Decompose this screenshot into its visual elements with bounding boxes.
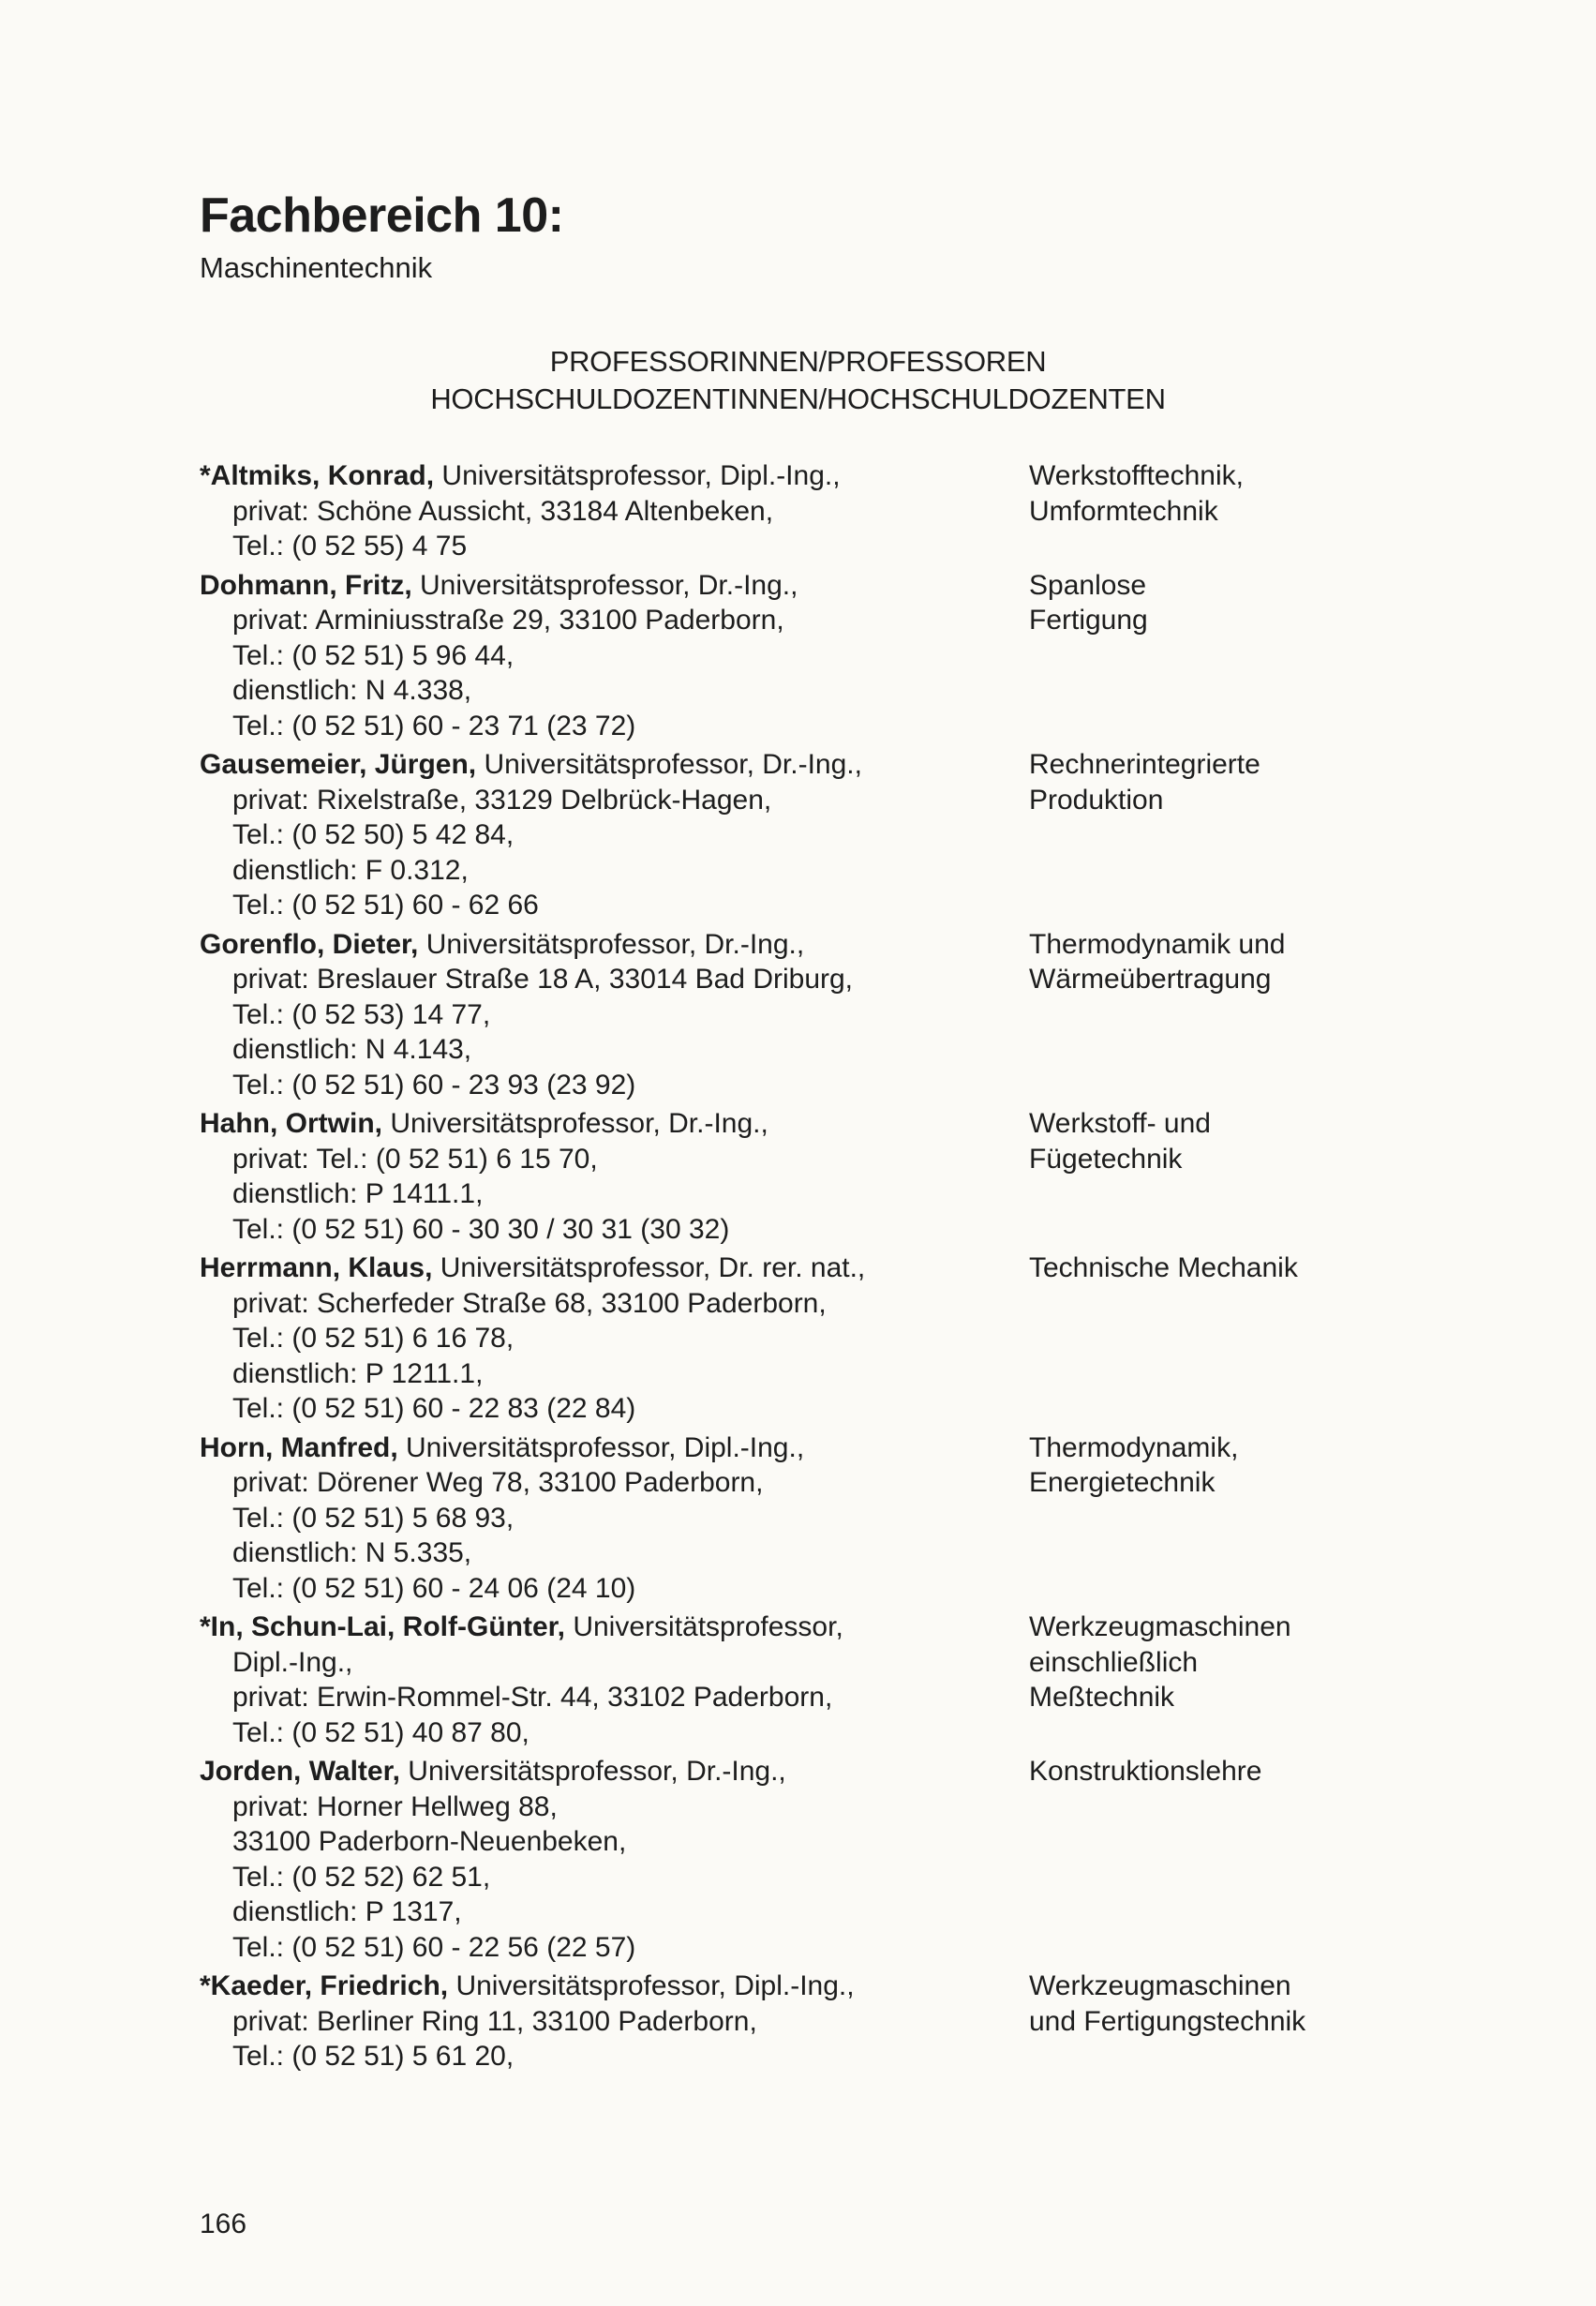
staff-entry-headline	[200, 568, 1029, 604]
staff-detail-line: privat: Rixelstraße, 33129 Delbrück-Hagen,	[232, 784, 772, 816]
staff-entry-headline	[200, 1250, 1029, 1286]
staff-title: Universitätsprofessor, Dr.-Ing.,	[382, 1108, 768, 1139]
staff-entry	[200, 1430, 1418, 1607]
page-title: Fachbereich 10:	[200, 188, 564, 243]
staff-subject-line: Werkzeugmaschinen	[1029, 1970, 1291, 2001]
staff-subject	[1029, 568, 1148, 638]
staff-entry	[200, 1106, 1418, 1247]
staff-name: Hahn, Ortwin,	[200, 1108, 382, 1139]
staff-entry-headline	[200, 1430, 1029, 1466]
staff-subject	[1029, 1250, 1298, 1286]
staff-subject-line: Thermodynamik,	[1029, 1431, 1239, 1463]
staff-title: Universitätsprofessor, Dipl.-Ing.,	[448, 1970, 855, 2001]
staff-detail-line: privat: Berliner Ring 11, 33100 Paderborn,	[232, 2005, 757, 2037]
staff-name: Horn, Manfred,	[200, 1431, 398, 1463]
staff-detail-line: Dipl.-Ing.,	[232, 1646, 353, 1678]
staff-detail-line: Tel.: (0 52 51) 60 - 62 66	[232, 890, 539, 921]
staff-entry	[200, 1754, 1418, 1965]
staff-entry-details	[200, 1106, 1029, 1247]
staff-entry	[200, 747, 1418, 923]
staff-entry-headline	[200, 458, 1029, 494]
staff-detail-line: Tel.: (0 52 51) 40 87 80,	[232, 1716, 530, 1748]
staff-detail-line: privat: Arminiusstraße 29, 33100 Paderborn,	[232, 605, 784, 636]
staff-subject-line: Meßtechnik	[1029, 1682, 1175, 1713]
staff-subject	[1029, 1754, 1261, 1789]
staff-entry-details	[200, 1754, 1029, 1965]
staff-detail-line: Tel.: (0 52 55) 4 75	[232, 531, 468, 562]
staff-detail-line: privat: Tel.: (0 52 51) 6 15 70,	[232, 1143, 598, 1175]
staff-detail-line: dienstlich: P 1317,	[232, 1896, 462, 1927]
staff-subject-line: und Fertigungstechnik	[1029, 2005, 1306, 2037]
staff-detail-line: dienstlich: N 4.143,	[232, 1034, 472, 1065]
staff-entry-details	[200, 1969, 1029, 2074]
staff-detail-line: Tel.: (0 52 51) 60 - 30 30 / 30 31 (30 32)	[232, 1213, 730, 1245]
staff-detail-line: privat: Dörener Weg 78, 33100 Paderborn,	[232, 1467, 764, 1498]
staff-subject-line: Umformtechnik	[1029, 495, 1218, 527]
staff-detail-line: privat: Breslauer Straße 18 A, 33014 Bad Driburg,	[232, 964, 854, 995]
staff-subject-line: Technische Mechanik	[1029, 1252, 1298, 1283]
staff-entry-details	[200, 1430, 1029, 1607]
staff-entry-details	[200, 1610, 1029, 1750]
staff-title: Universitätsprofessor,	[565, 1611, 843, 1642]
staff-entry-headline	[200, 747, 1029, 783]
staff-detail-line: Tel.: (0 52 53) 14 77,	[232, 998, 491, 1030]
staff-name: Gausemeier, Jürgen,	[200, 749, 477, 780]
staff-subject-line: Thermodynamik und	[1029, 928, 1286, 960]
staff-name: *In, Schun-Lai, Rolf-Günter,	[200, 1611, 565, 1642]
staff-subject-line: Wärmeübertragung	[1029, 964, 1272, 995]
staff-title: Universitätsprofessor, Dr.-Ing.,	[399, 1756, 786, 1787]
staff-name: Dohmann, Fritz,	[200, 569, 412, 601]
staff-subject	[1029, 1969, 1305, 2039]
staff-subject-line: Energietechnik	[1029, 1467, 1216, 1498]
staff-entry	[200, 1250, 1418, 1427]
staff-detail-line: Tel.: (0 52 51) 5 96 44,	[232, 639, 515, 671]
staff-detail-line: privat: Horner Hellweg 88,	[232, 1790, 558, 1822]
staff-detail-line: Tel.: (0 52 51) 5 68 93,	[232, 1502, 515, 1534]
staff-entry	[200, 1969, 1418, 2074]
staff-subject-line: Spanlose	[1029, 569, 1147, 601]
section-heading-line-1: PROFESSORINNEN/PROFESSOREN	[549, 345, 1047, 378]
staff-title: Universitätsprofessor, Dr.-Ing.,	[411, 569, 798, 601]
staff-entry-headline	[200, 927, 1029, 963]
staff-subject-line: Werkstofftechnik,	[1029, 460, 1244, 491]
staff-title: Universitätsprofessor, Dr.-Ing.,	[476, 749, 862, 780]
staff-detail-line: Tel.: (0 52 51) 6 16 78,	[232, 1323, 515, 1354]
staff-title: Universitätsprofessor, Dipl.-Ing.,	[397, 1431, 805, 1463]
staff-entry-headline	[200, 1106, 1029, 1142]
staff-name: Gorenflo, Dieter,	[200, 928, 419, 960]
staff-detail-line: 33100 Paderborn-Neuenbeken,	[232, 1826, 627, 1857]
staff-detail-line: Tel.: (0 52 51) 60 - 23 93 (23 92)	[232, 1069, 636, 1101]
staff-detail-line: Tel.: (0 52 52) 62 51,	[232, 1861, 491, 1893]
staff-detail-line: Tel.: (0 52 51) 60 - 24 06 (24 10)	[232, 1572, 636, 1604]
staff-entry-headline	[200, 1610, 1029, 1645]
staff-subject-line: einschließlich	[1029, 1646, 1199, 1678]
staff-name: Herrmann, Klaus,	[200, 1252, 433, 1283]
staff-detail-line: dienstlich: N 4.338,	[232, 675, 472, 706]
staff-subject-line: Werkzeugmaschinen	[1029, 1611, 1291, 1642]
staff-entry-details	[200, 747, 1029, 923]
staff-detail-line: dienstlich: P 1211.1,	[232, 1357, 484, 1389]
staff-detail-line: dienstlich: F 0.312,	[232, 854, 469, 886]
staff-subject-line: Konstruktionslehre	[1029, 1756, 1262, 1787]
staff-detail-line: Tel.: (0 52 51) 5 61 20,	[232, 2041, 515, 2072]
staff-name: *Altmiks, Konrad,	[200, 460, 435, 491]
staff-name: *Kaeder, Friedrich,	[200, 1970, 449, 2001]
staff-subject	[1029, 1610, 1291, 1715]
staff-subject	[1029, 927, 1285, 997]
section-heading-line-2: HOCHSCHULDOZENTINNEN/HOCHSCHULDOZENTEN	[430, 382, 1166, 415]
staff-entry-headline	[200, 1969, 1029, 2004]
staff-detail-line: dienstlich: P 1411.1,	[232, 1178, 484, 1209]
staff-subject-line: Fügetechnik	[1029, 1143, 1183, 1175]
staff-detail-line: privat: Scherfeder Straße 68, 33100 Paderborn,	[232, 1287, 827, 1319]
page-number: 166	[200, 2209, 247, 2239]
staff-entry-headline	[200, 1754, 1029, 1789]
staff-subject-line: Werkstoff- und	[1029, 1108, 1211, 1139]
staff-title: Universitätsprofessor, Dr.-Ing.,	[418, 928, 805, 960]
staff-subject	[1029, 458, 1244, 529]
staff-detail-line: Tel.: (0 52 50) 5 42 84,	[232, 819, 515, 850]
staff-entry	[200, 568, 1418, 744]
staff-title: Universitätsprofessor, Dr. rer. nat.,	[432, 1252, 866, 1283]
staff-title: Universitätsprofessor, Dipl.-Ing.,	[434, 460, 841, 491]
staff-detail-line: privat: Schöne Aussicht, 33184 Altenbeken,	[232, 495, 774, 527]
staff-subject	[1029, 1430, 1238, 1501]
staff-entry	[200, 1610, 1418, 1750]
staff-name: Jorden, Walter,	[200, 1756, 400, 1787]
section-heading	[0, 343, 1596, 418]
staff-entry	[200, 458, 1418, 564]
staff-entry-details	[200, 927, 1029, 1103]
staff-entry	[200, 927, 1418, 1103]
staff-detail-line: dienstlich: N 5.335,	[232, 1537, 472, 1568]
staff-detail-line: privat: Erwin-Rommel-Str. 44, 33102 Paderborn,	[232, 1682, 833, 1713]
staff-subject-line: Rechnerintegrierte	[1029, 749, 1260, 780]
page-subtitle: Maschinentechnik	[200, 251, 433, 284]
staff-subject	[1029, 1106, 1211, 1176]
staff-entry-details	[200, 568, 1029, 744]
staff-detail-line: Tel.: (0 52 51) 60 - 22 56 (22 57)	[232, 1931, 636, 1963]
staff-subject-line: Produktion	[1029, 784, 1164, 816]
staff-list	[200, 458, 1418, 2078]
staff-detail-line: Tel.: (0 52 51) 60 - 23 71 (23 72)	[232, 710, 636, 741]
staff-detail-line: Tel.: (0 52 51) 60 - 22 83 (22 84)	[232, 1393, 636, 1424]
staff-entry-details	[200, 1250, 1029, 1427]
staff-subject-line: Fertigung	[1029, 605, 1148, 636]
staff-subject	[1029, 747, 1260, 817]
staff-entry-details	[200, 458, 1029, 564]
